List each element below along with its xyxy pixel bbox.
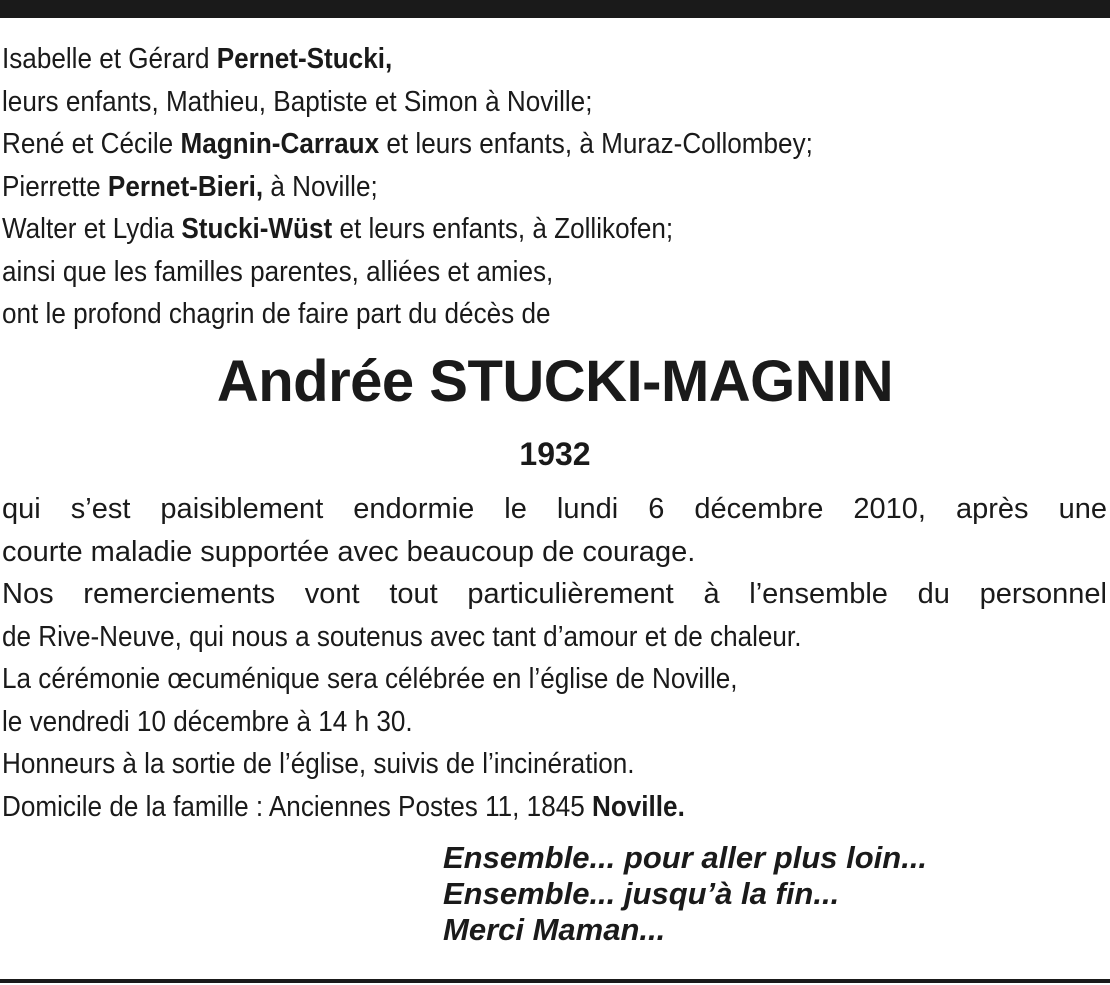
family-line <box>2 166 997 209</box>
family-surname: Magnin-Carraux <box>180 128 380 160</box>
family-line <box>2 123 997 166</box>
closing-line: Ensemble... pour aller plus loin... <box>443 840 928 875</box>
address-text: Domicile de la famille : Anciennes Postes 11, 1845 <box>2 790 592 823</box>
body-line: qui s’est paisiblement endormie le lundi 6 décembre 2010, après une <box>2 493 1107 525</box>
closing-line: Ensemble... jusqu’à la fin... <box>443 876 840 911</box>
family-text: à Noville; <box>263 170 378 203</box>
body-line <box>2 743 1107 786</box>
closing-line: Merci Maman... <box>443 912 666 947</box>
body-line <box>2 616 1107 659</box>
closing-verse <box>443 840 927 948</box>
family-line: ainsi que les familles parentes, alliées et amies, <box>2 255 554 288</box>
body-text <box>2 786 685 829</box>
body-line: Nos remerciements vont tout particulièrement à l’ensemble du personnel <box>2 578 1107 610</box>
family-text: Walter et Lydia <box>2 213 182 245</box>
family-surname: Pernet-Bieri, <box>107 170 264 203</box>
family-text: Pierrette <box>2 170 108 203</box>
top-rule <box>0 0 1110 18</box>
body-text: Honneurs à la sortie de l’église, suivis de l’incinération. <box>2 748 635 780</box>
body-line <box>2 701 1107 744</box>
family-text: René et Cécile <box>2 128 181 160</box>
family-text: et leurs enfants, à Zollikofen; <box>332 213 674 245</box>
family-line: ont le profond chagrin de faire part du décès de <box>2 298 551 330</box>
family-surname: Pernet-Stucki, <box>216 43 393 75</box>
address-town: Noville. <box>591 790 685 823</box>
family-announcement <box>2 38 997 336</box>
family-line <box>2 38 997 81</box>
body-line <box>2 658 1107 701</box>
body-text: de Rive-Neuve, qui nous a soutenus avec tant d’amour et de chaleur. <box>2 620 802 653</box>
announcement-body <box>2 488 1107 828</box>
family-text: Isabelle et Gérard <box>2 43 217 75</box>
family-line <box>2 208 997 251</box>
body-line <box>2 786 1107 829</box>
body-text: le vendredi 10 décembre à 14 h 30. <box>2 705 413 738</box>
family-surname: Stucki-Wüst <box>181 213 333 245</box>
body-line: courte maladie supportée avec beaucoup de courage. <box>2 535 696 568</box>
family-line: leurs enfants, Mathieu, Baptiste et Simon à Noville; <box>2 85 593 118</box>
body-text: La cérémonie œcuménique sera célébrée en l’église de Noville, <box>2 663 738 695</box>
deceased-name: Andrée STUCKI-MAGNIN <box>216 349 894 414</box>
bottom-rule <box>0 979 1110 983</box>
birth-year: 1932 <box>519 436 591 472</box>
family-text: et leurs enfants, à Muraz-Collombey; <box>379 128 813 160</box>
